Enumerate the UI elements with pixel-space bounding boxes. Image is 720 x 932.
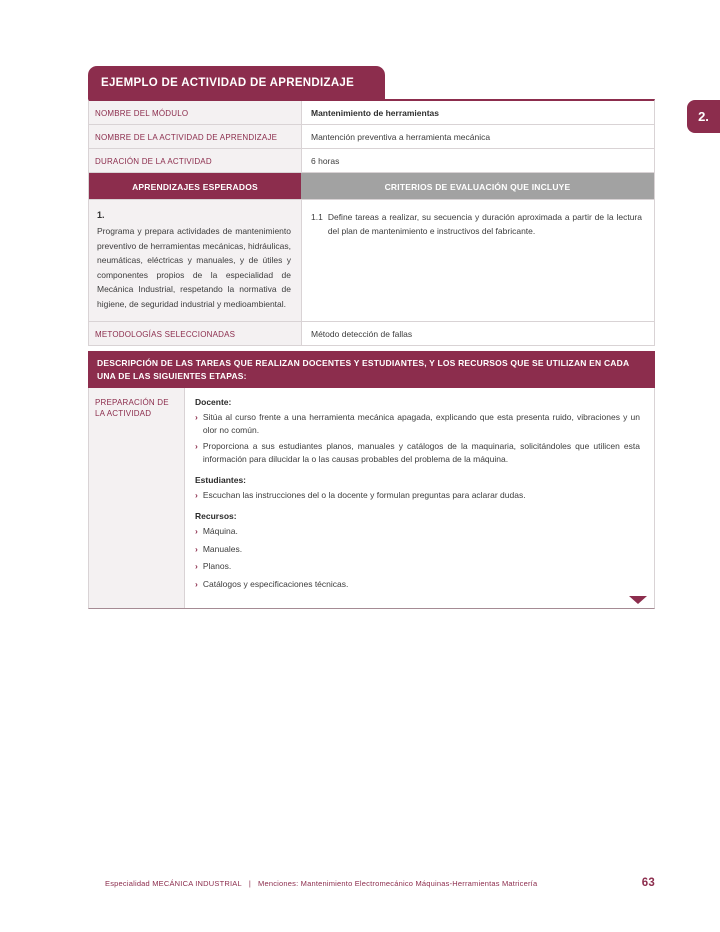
footer-mentions: Menciones: Mantenimiento Electromecánico Máquinas-Herramientas Matricería: [258, 879, 538, 888]
list-item: [195, 525, 640, 538]
chapter-tab: 2.: [687, 100, 720, 133]
criteria-number: 1.1: [311, 212, 323, 222]
list-item: [195, 560, 640, 573]
list-item: [195, 578, 640, 591]
learning-number: 1.: [97, 210, 105, 220]
footer-specialty: Especialidad MECÁNICA INDUSTRIAL: [105, 879, 242, 888]
page-footer: [105, 877, 655, 889]
methodology-label: METODOLOGÍAS SELECCIONADAS: [89, 322, 301, 345]
bullet-icon: ›: [195, 490, 198, 500]
footer-separator: |: [248, 879, 252, 888]
criteria-text: Define tareas a realizar, su secuencia y duración aproximada a partir de la lectura del plan de mantenimiento e instructivos del fabricante.: [327, 212, 642, 236]
list-item-text: Catálogos y especificaciones técnicas.: [202, 578, 349, 589]
bullet-icon: ›: [195, 578, 198, 589]
activity-name-value: Mantención preventiva a herramienta mecánica: [301, 125, 654, 148]
activity-table: [88, 66, 655, 609]
module-name-value: Mantenimiento de herramientas: [301, 101, 654, 124]
preparation-content: [184, 388, 654, 608]
list-item: [195, 440, 640, 466]
expected-learning-cell: [89, 200, 301, 321]
module-name-label: NOMBRE DEL MÓDULO: [89, 101, 301, 124]
evaluation-criteria-header: CRITERIOS DE EVALUACIÓN QUE INCLUYE: [301, 173, 654, 199]
column-header-row: [89, 173, 654, 200]
table-row: [89, 101, 654, 125]
list-item-text: Planos.: [202, 561, 232, 571]
list-item: [195, 543, 640, 556]
list-item-text: Manuales.: [202, 543, 243, 554]
learning-text: Programa y prepara actividades de mantenimiento preventivo de herramientas mecánicas, hidráulicas, neumáticas, eléctricas y manuales, y de útiles y componentes propios de la especialidad de Mecánica Industrial, respetando la normativa de higiene, de seguridad industrial y medioambiental.: [97, 226, 291, 309]
duration-value: 6 horas: [301, 149, 654, 172]
table-row: [89, 149, 654, 173]
duration-label: DURACIÓN DE LA ACTIVIDAD: [89, 149, 301, 172]
bullet-icon: ›: [195, 412, 198, 422]
list-item-text: Sitúa al curso frente a una herramienta mecánica apagada, explicando que esta presenta ruido, vibraciones y un olor no común.: [202, 412, 640, 435]
preparation-label: PREPARACIÓN DE LA ACTIVIDAD: [89, 388, 184, 608]
description-banner: DESCRIPCIÓN DE LAS TAREAS QUE REALIZAN DOCENTES Y ESTUDIANTES, Y LOS RECURSOS QUE SE UTILIZAN EN CADA UNA DE LAS SIGUIENTES ETAPAS:: [88, 351, 655, 388]
table-row: [89, 322, 654, 345]
activity-name-label: NOMBRE DE LA ACTIVIDAD DE APRENDIZAJE: [89, 125, 301, 148]
preparation-row: [88, 388, 655, 609]
bullet-icon: ›: [195, 543, 198, 554]
bullet-icon: ›: [195, 561, 198, 571]
bullet-icon: ›: [195, 526, 198, 536]
continues-arrow-icon: [629, 596, 647, 604]
methodology-value: Método detección de fallas: [301, 322, 654, 345]
bullet-icon: ›: [195, 441, 198, 451]
list-item-text: Máquina.: [202, 526, 238, 536]
list-item-text: Escuchan las instrucciones del o la docente y formulan preguntas para aclarar dudas.: [202, 490, 526, 500]
table-row: [89, 125, 654, 149]
page-number: 63: [641, 877, 655, 889]
list-item: [195, 489, 640, 502]
page-title: EJEMPLO DE ACTIVIDAD DE APRENDIZAJE: [88, 66, 385, 99]
learning-criteria-row: [89, 200, 654, 322]
list-item: [195, 411, 640, 437]
students-section-heading: Estudiantes:: [195, 475, 247, 485]
resources-section: [195, 511, 640, 591]
activity-info-table: [88, 99, 655, 346]
evaluation-criteria-cell: [301, 200, 654, 321]
list-item-text: Proporciona a sus estudiantes planos, manuales y catálogos de la maquinaria, solicitándoles que utilicen esta información para dilucidar la o las causas probables del problema de la máquina.: [202, 441, 640, 464]
teacher-section-heading: Docente:: [195, 397, 232, 407]
resources-section-heading: Recursos:: [195, 511, 237, 521]
expected-learning-header: APRENDIZAJES ESPERADOS: [89, 173, 301, 199]
